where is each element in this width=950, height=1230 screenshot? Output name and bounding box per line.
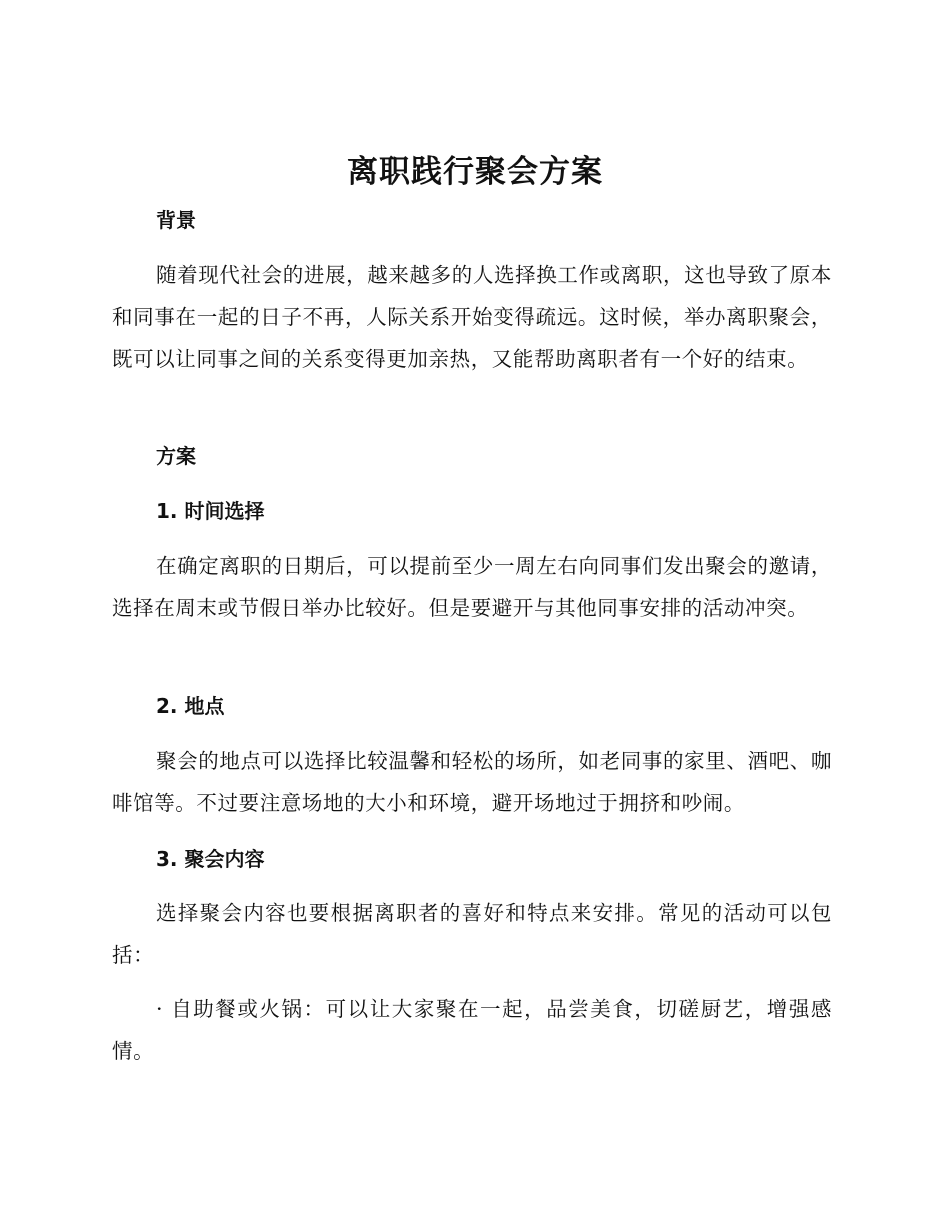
bullet-item-1: · 自助餐或火锅：可以让大家聚在一起，品尝美食，切磋厨艺，增强感情。 (112, 997, 832, 1063)
document-title: 离职践行聚会方案 (347, 154, 603, 190)
section-heading-content: 3. 聚会内容 (156, 847, 265, 871)
section-heading-plan: 方案 (156, 444, 196, 468)
time-paragraph: 在确定离职的日期后，可以提前至少一周左右向同事们发出聚会的邀请，选择在周末或节假日举办比较好。但是要避开与其他同事安排的活动冲突。 (112, 554, 832, 620)
section-heading-time: 1. 时间选择 (156, 499, 265, 523)
background-paragraph: 随着现代社会的进展，越来越多的人选择换工作或离职，这也导致了原本和同事在一起的日子不再，人际关系开始变得疏远。这时候，举办离职聚会，既可以让同事之间的关系变得更加亲热，又能帮助离职者有一个好的结束。 (112, 263, 832, 371)
section-heading-place: 2. 地点 (156, 694, 225, 718)
content-paragraph: 选择聚会内容也要根据离职者的喜好和特点来安排。常见的活动可以包括： (112, 901, 832, 967)
section-heading-background: 背景 (156, 208, 196, 232)
place-paragraph: 聚会的地点可以选择比较温馨和轻松的场所，如老同事的家里、酒吧、咖啡馆等。不过要注意场地的大小和环境，避开场地过于拥挤和吵闹。 (112, 749, 832, 815)
